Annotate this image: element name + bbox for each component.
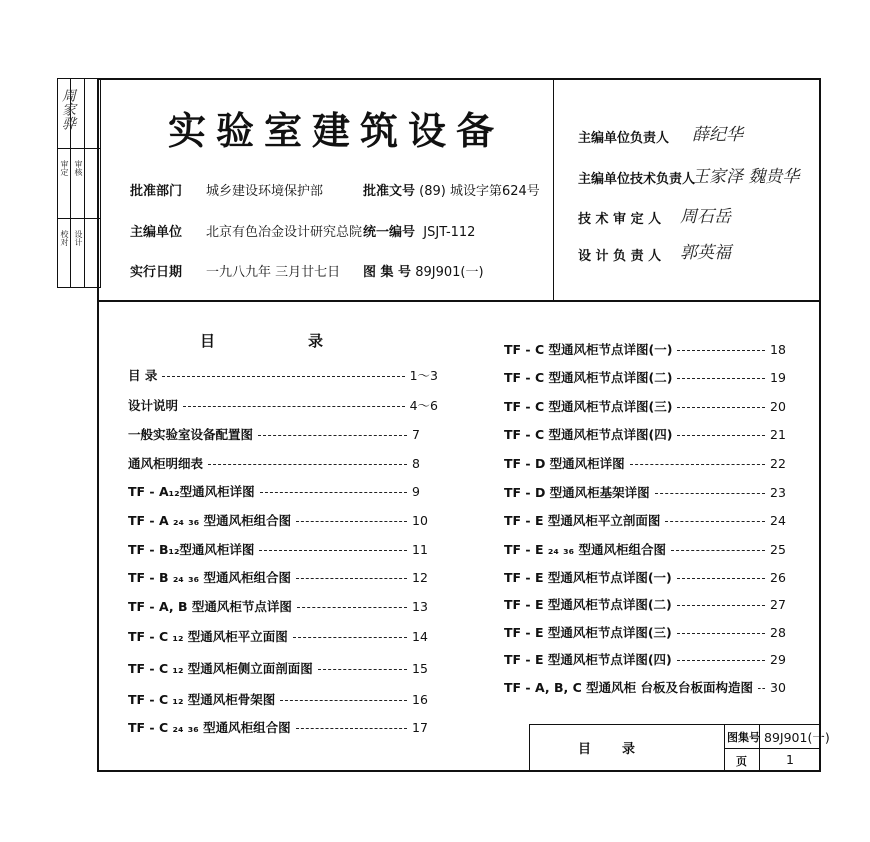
toc-item[interactable] xyxy=(128,659,438,677)
effective-date-label: 实行日期 xyxy=(130,265,183,280)
toc-item-page: 10 xyxy=(412,512,428,528)
toc-item-title: TF - D 型通风柜详图 xyxy=(504,456,625,471)
editor-unit xyxy=(130,221,362,240)
toc-item-page: 13 xyxy=(412,598,428,614)
toc-item-title: TF - C 型通风柜节点详图(二) xyxy=(504,370,673,385)
approval-dept-label: 批准部门 xyxy=(130,184,183,199)
toc-item-page: 25 xyxy=(770,541,786,557)
strip-divider xyxy=(57,148,101,149)
atlas-no xyxy=(363,261,484,280)
toc-item-page: 9 xyxy=(412,483,420,499)
strip-signature: 周家骅 xyxy=(60,88,76,130)
toc-item[interactable] xyxy=(128,568,438,586)
responsible-label: 技 术 审 定 人 xyxy=(578,212,662,227)
toc-item-title: TF - E 型通风柜节点详图(二) xyxy=(504,597,672,612)
approval-dept xyxy=(130,180,323,199)
editor-unit-value: 北京有色冶金设计研究总院 xyxy=(206,225,363,240)
toc-item-title: TF - A, B, C 型通风柜 台板及台板面构造图 xyxy=(504,680,753,695)
responsible-label: 设 计 负 责 人 xyxy=(578,249,662,264)
strip-divider xyxy=(57,218,101,219)
page-title: 实验室建筑设备 xyxy=(168,108,505,153)
toc-item[interactable] xyxy=(504,540,796,558)
responsible-signature: 郭英福 xyxy=(680,243,731,263)
strip-cell-label: 设计 xyxy=(74,230,83,246)
toc-item-page: 24 xyxy=(770,512,786,528)
toc-item[interactable] xyxy=(128,454,438,472)
effective-date-value: 一九八九年 三月廿七日 xyxy=(206,265,341,280)
toc-heading: 目 xyxy=(200,332,216,350)
approval-doc-value: (89) 城设字第624号 xyxy=(419,184,540,199)
toc-item-title: TF - C ₁₂ 型通风柜侧立面剖面图 xyxy=(128,661,313,676)
toc-item-title: 设计说明 xyxy=(128,398,179,413)
responsible-label: 主编单位技术负责人 xyxy=(578,172,696,187)
toc-item[interactable] xyxy=(128,482,438,500)
editor-unit-label: 主编单位 xyxy=(130,225,183,240)
toc-item-title: TF - B ₂₄ ₃₆ 型通风柜组合图 xyxy=(128,570,291,585)
approval-dept-value: 城乡建设环境保护部 xyxy=(206,184,324,199)
toc-item[interactable] xyxy=(128,690,438,708)
toc-item-page: 7 xyxy=(412,426,420,442)
toc-item-page: 4～6 xyxy=(409,398,438,413)
toc-item-title: TF - C ₁₂ 型通风柜骨架图 xyxy=(128,692,276,707)
toc-item-title: TF - E ₂₄ ₃₆ 型通风柜组合图 xyxy=(504,542,666,557)
toc-item-title: TF - C 型通风柜节点详图(三) xyxy=(504,399,673,414)
toc-item-page: 21 xyxy=(770,426,786,442)
toc-item-page: 20 xyxy=(770,398,786,414)
unified-no-value: JSJT-112 xyxy=(423,225,476,240)
toc-item[interactable] xyxy=(504,650,796,668)
toc-item[interactable] xyxy=(128,718,438,736)
responsible-label: 主编单位负责人 xyxy=(578,131,670,146)
title-block-border xyxy=(529,724,530,772)
toc-item[interactable] xyxy=(128,396,438,414)
approval-doc xyxy=(363,180,540,199)
toc-item-page: 12 xyxy=(412,569,428,585)
toc-item-title: TF - A ₂₄ ₃₆ 型通风柜组合图 xyxy=(128,513,292,528)
toc-item-page: 30 xyxy=(770,679,786,695)
toc-item[interactable] xyxy=(504,623,796,641)
toc-item-title: TF - E 型通风柜节点详图(四) xyxy=(504,652,672,667)
toc-item[interactable] xyxy=(504,678,796,696)
strip-cell-label: 校对 xyxy=(60,230,69,246)
toc-item[interactable] xyxy=(128,425,438,443)
toc-item-page: 22 xyxy=(770,455,786,471)
toc-item-page: 18 xyxy=(770,341,786,357)
toc-item[interactable] xyxy=(128,511,438,529)
responsible-signature: 周石岳 xyxy=(680,207,731,227)
title-block-border xyxy=(724,748,821,749)
responsible-signature: 王家泽 魏贵华 xyxy=(692,167,800,187)
approval-doc-label: 批准文号 xyxy=(363,184,416,199)
toc-item[interactable] xyxy=(128,366,438,384)
atlas-no-label: 图 集 号 xyxy=(363,265,412,280)
toc-item-page: 26 xyxy=(770,569,786,585)
toc-heading: 录 xyxy=(308,332,324,350)
toc-item-title: TF - B₁₂型通风柜详图 xyxy=(128,542,255,557)
responsible-signature: 薛纪华 xyxy=(692,125,743,145)
toc-item-title: TF - E 型通风柜节点详图(三) xyxy=(504,625,672,640)
unified-no-label: 统一编号 xyxy=(363,225,416,240)
toc-item[interactable] xyxy=(504,595,796,613)
toc-item-page: 16 xyxy=(412,691,428,707)
toc-item[interactable] xyxy=(504,511,796,529)
toc-item[interactable] xyxy=(128,540,438,558)
toc-item-page: 14 xyxy=(412,628,428,644)
title-block-name: 目 xyxy=(578,742,592,757)
toc-item-title: TF - C ₁₂ 型通风柜平立面图 xyxy=(128,629,288,644)
toc-item[interactable] xyxy=(504,340,796,358)
atlas-label: 图集号 xyxy=(727,731,760,744)
toc-item-page: 15 xyxy=(412,660,428,676)
toc-item-title: TF - C 型通风柜节点详图(一) xyxy=(504,342,673,357)
atlas-no-value: 89J901(一) xyxy=(415,265,484,280)
effective-date xyxy=(130,261,340,280)
toc-item-page: 27 xyxy=(770,596,786,612)
toc-item-title: 目 录 xyxy=(128,368,158,383)
toc-item-title: TF - D 型通风柜基架详图 xyxy=(504,485,650,500)
toc-item-title: 一般实验室设备配置图 xyxy=(128,427,254,442)
toc-item-page: 11 xyxy=(412,541,428,557)
toc-item-title: TF - C 型通风柜节点详图(四) xyxy=(504,427,673,442)
strip-divider xyxy=(84,78,85,288)
toc-item[interactable] xyxy=(128,627,438,645)
toc-item-page: 28 xyxy=(770,624,786,640)
page-value: 1 xyxy=(786,752,794,767)
toc-item-title: TF - C ₂₄ ₃₆ 型通风柜组合图 xyxy=(128,720,291,735)
title-block-name: 录 xyxy=(622,742,636,757)
toc-item[interactable] xyxy=(504,425,796,443)
unified-no xyxy=(363,221,475,240)
toc-item[interactable] xyxy=(128,597,438,615)
toc-item[interactable] xyxy=(504,483,796,501)
atlas-value: 89J901(一) xyxy=(764,730,830,745)
toc-item[interactable] xyxy=(504,397,796,415)
toc-item[interactable] xyxy=(504,368,796,386)
strip-cell-label: 审核 xyxy=(74,160,83,176)
toc-item-title: TF - A, B 型通风柜节点详图 xyxy=(128,599,292,614)
toc-item-page: 19 xyxy=(770,369,786,385)
toc-item-title: TF - E 型通风柜节点详图(一) xyxy=(504,570,672,585)
page-label: 页 xyxy=(736,755,747,768)
toc-item-title: 通风柜明细表 xyxy=(128,456,204,471)
toc-item-page: 29 xyxy=(770,651,786,667)
title-block-border xyxy=(529,724,821,725)
toc-item-page: 17 xyxy=(412,719,428,735)
toc-item-title: TF - A₁₂型通风柜详图 xyxy=(128,484,255,499)
toc-item-title: TF - E 型通风柜平立剖面图 xyxy=(504,513,661,528)
header-divider xyxy=(553,78,554,302)
toc-item-page: 23 xyxy=(770,484,786,500)
toc-item[interactable] xyxy=(504,568,796,586)
toc-item[interactable] xyxy=(504,454,796,472)
toc-item-page: 8 xyxy=(412,455,420,471)
strip-cell-label: 审定 xyxy=(60,160,69,176)
toc-item-page: 1～3 xyxy=(409,368,438,383)
